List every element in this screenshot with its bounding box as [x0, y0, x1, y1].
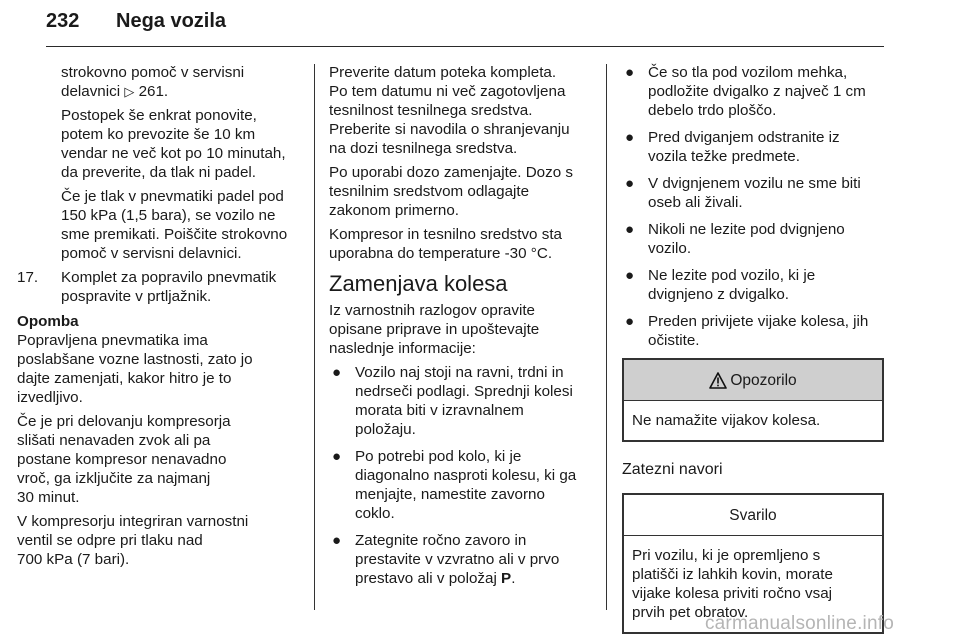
list-item: ● Pred dviganjem odstranite iz vozila težke predmete.: [625, 129, 840, 165]
subsection-title: Zatezni navori: [622, 461, 723, 478]
bullet-icon: ●: [625, 221, 635, 238]
warning-header: [624, 360, 882, 401]
warning-text: Ne namažite vijakov kolesa.: [632, 412, 821, 429]
note-title: Opomba: [17, 313, 79, 330]
column-right: [622, 63, 884, 634]
text-line: delavnici ▷ 261.: [61, 83, 169, 100]
page-title: Nega vozila: [116, 10, 227, 32]
bullet-icon: ●: [625, 129, 635, 146]
paragraph: Če je tlak v pnevmatiki padel pod 150 kPa (1,5 bara), se vozilo ne sme premikati. Poiščite strokovno pomoč v servisni delavnici.: [61, 188, 288, 262]
list-item: ● Preden privijete vijake kolesa, jih očistite.: [625, 313, 869, 349]
warning-triangle-icon: [709, 372, 727, 389]
bullet-icon: ●: [332, 364, 342, 381]
list-item: ● Če so tla pod vozilom mehka, podložite dvigalko z največ 1 cm debelo trdo ploščo.: [625, 64, 866, 119]
page-header: [46, 6, 884, 47]
section-intro: Iz varnostnih razlogov opravite opisane priprave in upoštevajte naslednje informacije:: [329, 302, 540, 357]
watermark: carmanualsonline.info: [704, 613, 894, 634]
paragraph: Preverite datum poteka kompleta. Po tem datumu ni več zagotovljena tesnilnost tesnilnega sredstva. Preberite si navodila o shranjevanju na dozi tesnilnega sredstva.: [329, 64, 570, 157]
caution-text: Pri vozilu, ki je opremljeno s platišči iz lahkih kovin, morate vijake kolesa priviti ročno vsaj prvih pet obratov.: [632, 547, 833, 621]
gear-position-p: P: [501, 570, 512, 587]
column-divider-2: [606, 64, 607, 610]
list-item: ● Zategnite ročno zavoro in prestavite v vzvratno ali v prvo prestavo ali v položaj P.: [332, 532, 560, 587]
warning-box: [622, 358, 884, 442]
bullet-icon: ●: [625, 64, 635, 81]
numbered-step-17: 17. Komplet za popravilo pnevmatik pospravite v prtljažnik.: [17, 269, 277, 305]
list-item: ● Nikoli ne lezite pod dvignjeno vozilo.: [625, 221, 845, 257]
column-divider-1: [314, 64, 315, 610]
list-item: ● V dvignjenem vozilu ne sme biti oseb ali živali.: [625, 175, 861, 211]
page-reference: 261.: [134, 83, 169, 100]
paragraph: Po uporabi dozo zamenjajte. Dozo s tesnilnim sredstvom odlagajte zakonom primerno.: [329, 164, 573, 219]
bullet-icon: ●: [625, 175, 635, 192]
note-body: Popravljena pnevmatika ima poslabšane vozne lastnosti, zato jo dajte zamenjati, kakor hitro je to izvedljivo. Če je pri delovanju kompresorja slišati nenavaden zvok ali pa postane kompresor nenavadno vroč, ga izključite za najmanj 30 minut. V kompresorju integriran varnostni ventil se odpre pri tlaku nad 700 kPa (7 bari).: [17, 332, 253, 568]
bullet-icon: ●: [625, 313, 635, 330]
list-item: ● Vozilo naj stoji na ravni, trdni in nedrseči podlagi. Sprednji kolesi morata biti v izravnalnem položaju.: [332, 364, 573, 438]
warning-title: Opozorilo: [730, 371, 797, 389]
paragraph: Postopek še enkrat ponovite, potem ko prevozite še 10 km vendar ne več kot po 10 minutah, da preverite, da tlak ni padel.: [61, 107, 286, 181]
list-item: ● Ne lezite pod vozilo, ki je dvignjeno z dvigalko.: [625, 267, 816, 303]
column-left: [17, 63, 308, 569]
continued-step: [46, 63, 308, 263]
bullet-icon: ●: [332, 448, 342, 465]
paragraph: Kompresor in tesnilno sredstvo sta uporabna do temperature -30 °C.: [329, 226, 562, 262]
text-line: strokovno pomoč v servisni: [61, 64, 245, 81]
caution-title: Svarilo: [624, 495, 882, 536]
section-title: Zamenjava kolesa: [329, 271, 508, 296]
page-number: 232: [46, 10, 80, 32]
step-number: 17.: [17, 269, 39, 286]
list-item: ● Po potrebi pod kolo, ki je diagonalno nasproti kolesu, ki ga menjajte, namestite zavorno coklo.: [332, 448, 577, 522]
bullet-icon: ●: [332, 532, 342, 549]
page-reference-icon: ▷: [124, 84, 135, 99]
bullet-icon: ●: [625, 267, 635, 284]
column-middle: [329, 63, 599, 596]
